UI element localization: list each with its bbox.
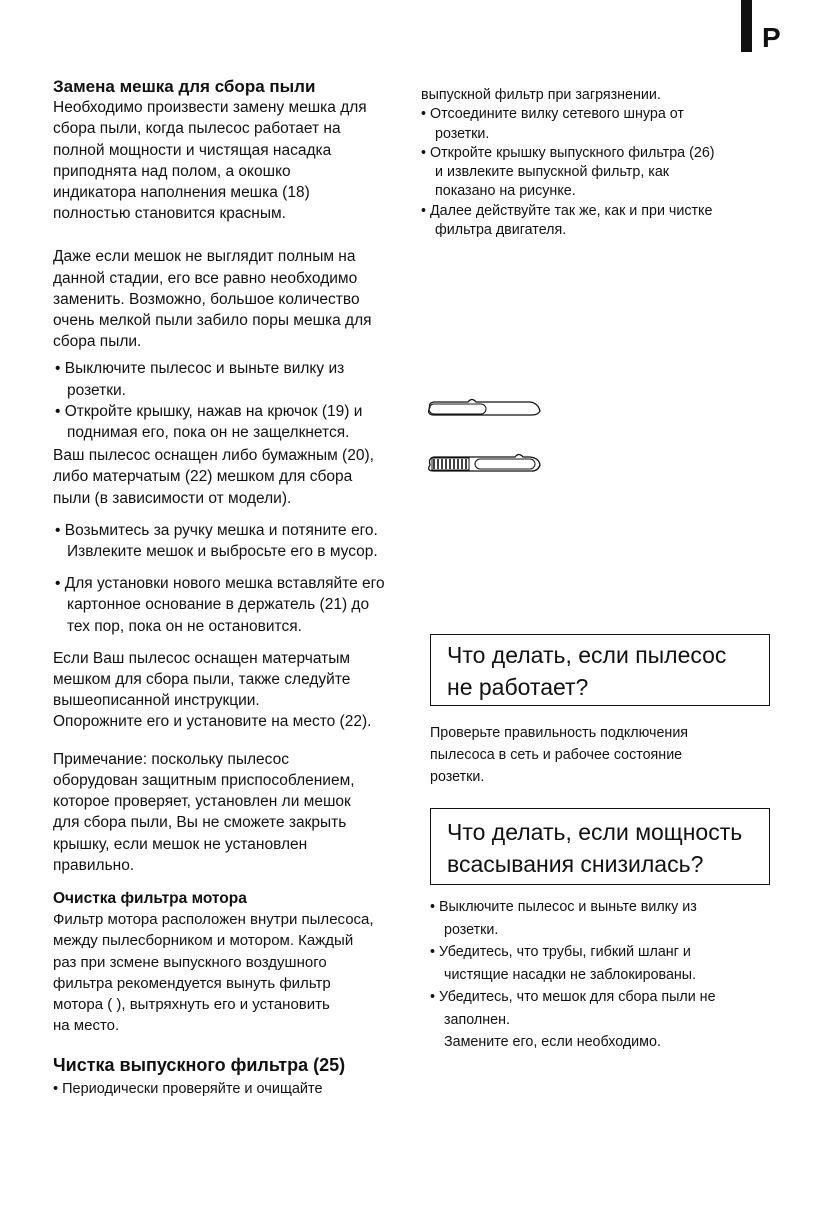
text-line: индикатора наполнения мешка (18)	[53, 184, 310, 202]
text-line: заполнен.	[444, 1011, 510, 1028]
not-working-heading-box	[430, 634, 770, 706]
box2-line-1: Что делать, если мощность	[447, 819, 743, 845]
bag-replacement-title: Замена мешка для сбора пыли	[53, 77, 316, 96]
text-line: полной мощности и чистящая насадка	[53, 141, 332, 159]
text-line: Если Ваш пылесос оснащен матерчатым	[53, 649, 351, 667]
box1-line-1: Что делать, если пылесос	[447, 642, 727, 668]
motor-filter-title: Очистка фильтра мотора	[53, 889, 247, 907]
bullet-line: • Возьмитесь за ручку мешка и потяните его.	[55, 521, 378, 539]
text-line: Замените его, если необходимо.	[444, 1034, 661, 1050]
text-line: пылесоса в сеть и рабочее состояние	[430, 747, 683, 763]
text-line: сбора пыли, когда пылесос работает на	[53, 120, 341, 138]
text-line: Фильтр мотора расположен внутри пылесоса,	[53, 911, 374, 929]
bullet-line: • Для установки нового мешка вставляйте его	[55, 575, 385, 593]
bullet-line: Извлеките мешок и выбросьте его в мусор.	[67, 543, 378, 561]
bag-paragraph-4	[53, 648, 403, 733]
text-line: розетки.	[435, 125, 490, 142]
motor-filter-text	[53, 909, 403, 1036]
left-column	[53, 76, 403, 1100]
text-line: которое проверяет, установлен ли мешок	[53, 793, 351, 811]
text-line: правильно.	[53, 856, 135, 874]
text-line: и извлеките выпускной фильтр, как	[435, 164, 670, 181]
text-line: • Отсоедините вилку сетевого шнура от	[421, 106, 684, 123]
text-line: сбора пыли.	[53, 333, 142, 351]
text-line: показано на рисунке.	[435, 183, 576, 200]
bag-bullets-3	[53, 573, 403, 637]
bullet-line: тех пор, пока он не остановится.	[67, 617, 302, 635]
text-line: • Откройте крышку выпускного фильтра (26)	[421, 144, 715, 161]
low-suction-heading-box	[430, 808, 770, 885]
text-line: фильтра двигателя.	[435, 222, 567, 239]
text-line: раз при зсмене выпускного воздушного	[53, 953, 327, 971]
text-line: Опорожните его и установите на место (22).	[53, 713, 372, 731]
text-line: Ваш пылесос оснащен либо бумажным (20),	[53, 447, 374, 465]
exhaust-filter-title: Чистка выпускного фильтра (25)	[53, 1055, 346, 1076]
text-line: крышку, если мешок не установлен	[53, 835, 308, 853]
text-line: вышеописанной инструкции.	[53, 692, 260, 710]
text-line: Необходимо произвести замену мешка для	[53, 99, 367, 117]
text-line: пыли (в зависимости от модели).	[53, 489, 292, 507]
text-line: для сбора пыли, Вы не сможете закрыть	[53, 814, 347, 832]
text-line: • Далее действуйте так же, как и при чистке	[421, 202, 713, 219]
bullet-line: поднимая его, пока он не защелкнется.	[67, 424, 350, 442]
text-line: либо матерчатым (22) мешком для сбора	[53, 468, 353, 486]
exhaust-filter-illustration-icon	[420, 395, 545, 475]
text-line: очень мелкой пыли забило поры мешка для	[53, 312, 372, 330]
bag-bullets-1	[53, 358, 403, 443]
text-line: фильтра рекомендуется вынуть фильтр	[53, 974, 331, 992]
text-line: оборудован защитным приспособлением,	[53, 771, 355, 789]
bullet-line: • Откройте крышку, нажав на крючок (19) и	[55, 402, 363, 420]
text-line: • Выключите пылесос и выньте вилку из	[430, 899, 697, 915]
text-line: данной стадии, его все равно необходимо	[53, 269, 358, 287]
low-suction-text	[430, 896, 716, 1054]
text-line: приподнята над полом, а окошко	[53, 162, 291, 180]
text-line: между пылесборником и мотором. Каждый	[53, 932, 354, 950]
text-line: полностью становится красным.	[53, 205, 286, 223]
text-line: выпускной фильтр при загрязнении.	[421, 87, 661, 103]
text-line: • Убедитесь, что трубы, гибкий шланг и	[430, 944, 691, 960]
text-line: мешком для сбора пыли, также следуйте	[53, 671, 351, 689]
not-working-text	[430, 722, 688, 788]
text-line: мотора ( ), вытряхнуть его и установить	[53, 995, 330, 1013]
right-column-continuation	[421, 86, 781, 240]
note-paragraph	[53, 749, 403, 876]
box1-line-2: не работает?	[447, 674, 589, 700]
text-line: Проверьте правильность подключения	[430, 725, 689, 741]
text-line: • Убедитесь, что мешок для сбора пыли не	[430, 989, 716, 1005]
section-tab-bar	[741, 0, 752, 52]
section-letter: P	[762, 22, 781, 53]
bullet-line: картонное основание в держатель (21) до	[67, 596, 370, 614]
text-line: розетки.	[430, 769, 485, 785]
text-line: Примечание: поскольку пылесос	[53, 750, 289, 768]
text-line: на место.	[53, 1017, 120, 1035]
bag-paragraph-3	[53, 445, 403, 509]
text-line: розетки.	[444, 921, 499, 938]
bag-paragraph-1	[53, 97, 403, 224]
bag-paragraph-2	[53, 246, 403, 352]
text-line: чистящие насадки не заблокированы.	[444, 966, 697, 983]
text-line: заменить. Возможно, большое количество	[53, 290, 360, 308]
text-line: Даже если мешок не выглядит полным на	[53, 248, 356, 266]
bag-bullets-2	[53, 520, 403, 562]
bullet-line: • Выключите пылесос и выньте вилку из	[55, 360, 345, 378]
box2-line-2: всасывания снизилась?	[447, 851, 704, 877]
exhaust-filter-bullet: • Периодически проверяйте и очищайте	[53, 1080, 323, 1097]
bullet-line: розетки.	[67, 381, 126, 399]
